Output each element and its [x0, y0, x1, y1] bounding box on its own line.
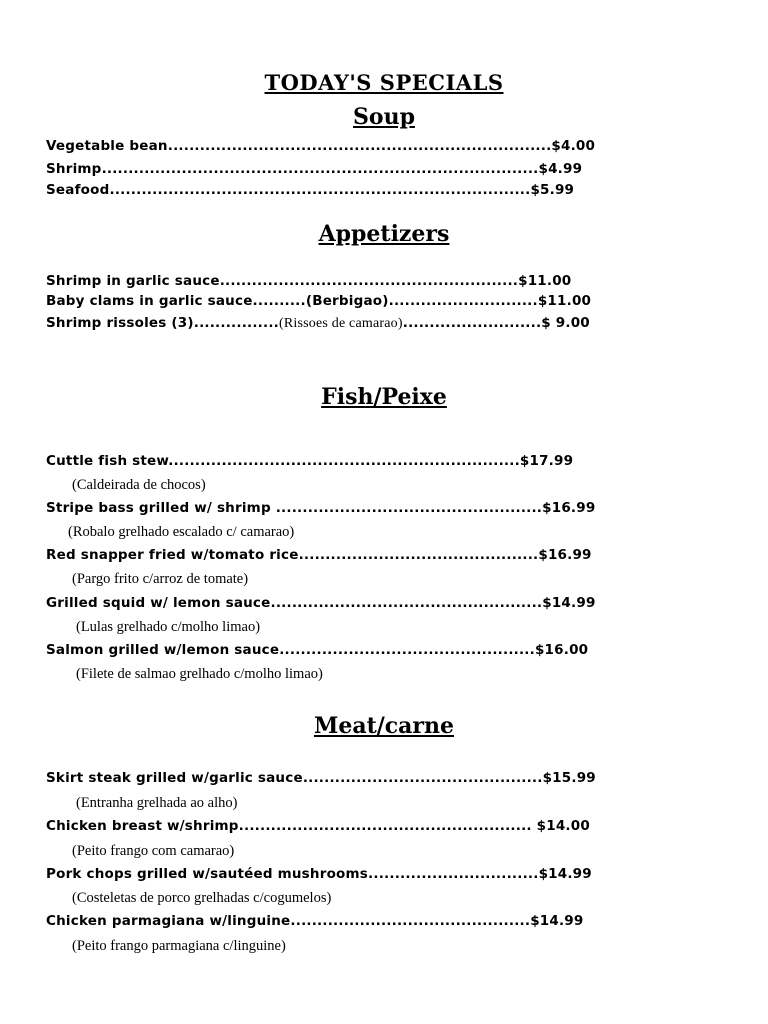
item-note: (Berbigao) — [305, 293, 389, 309]
item-translation: (Costeletas de porco grelhadas c/cogumelos) — [72, 890, 332, 906]
leader-dots: .................................................................. — [168, 453, 520, 469]
menu-item — [46, 272, 571, 290]
page-title: TODAY'S SPECIALS — [264, 70, 504, 95]
menu-item — [46, 452, 573, 470]
item-translation: (Entranha grelhada ao alho) — [76, 795, 238, 811]
item-translation: (Peito frango parmagiana c/linguine) — [72, 938, 286, 954]
item-name: Vegetable bean — [46, 138, 168, 154]
item-translation: (Lulas grelhado c/molho limao) — [76, 619, 261, 635]
item-name: Shrimp in garlic sauce — [46, 273, 220, 289]
leader-dots: ............................................. — [302, 770, 543, 786]
menu-item — [46, 314, 590, 333]
item-price: $11.00 — [537, 293, 592, 309]
menu-item — [46, 292, 591, 310]
item-price: $14.99 — [530, 913, 584, 929]
menu-item — [46, 641, 588, 659]
item-name: Chicken parmagiana w/linguine — [46, 913, 291, 929]
item-price: $14.99 — [538, 866, 592, 882]
item-price: $14.99 — [542, 595, 596, 611]
item-translation: (Caldeirada de chocos) — [72, 477, 206, 493]
menu-item — [46, 160, 582, 178]
menu-item — [46, 594, 596, 612]
section-heading-meat: Meat/carne — [313, 713, 455, 739]
item-translation: (Peito frango com camarao) — [72, 843, 235, 859]
item-price: $16.99 — [542, 500, 596, 516]
leader-dots: ................ — [193, 315, 279, 331]
item-price: $11.00 — [518, 273, 572, 289]
item-note: (Rissoes de camarao) — [279, 316, 403, 331]
leader-dots: ................................................ — [279, 642, 535, 658]
item-price: $17.99 — [519, 453, 574, 469]
item-translation: (Robalo grelhado escalado c/ camarao) — [68, 524, 295, 540]
leader-dots: ................................................... — [270, 595, 543, 611]
leader-dots: .................................................................................. — [101, 161, 539, 177]
section-heading-soup: Soup — [353, 104, 415, 130]
item-price: $16.00 — [534, 642, 589, 658]
item-price: $ 9.00 — [541, 315, 590, 331]
item-price: $16.99 — [538, 547, 592, 563]
leader-dots: ............................................................................... — [109, 182, 531, 198]
item-price: $4.99 — [538, 161, 583, 177]
item-name: Shrimp rissoles (3) — [46, 315, 194, 331]
section-heading-appetizers: Appetizers — [318, 221, 450, 247]
item-name: Skirt steak grilled w/garlic sauce — [46, 770, 303, 786]
leader-dots: ............................................. — [290, 913, 531, 929]
item-translation: (Pargo frito c/arroz de tomate) — [72, 571, 249, 587]
leader-dots: ........................................................................ — [167, 138, 552, 154]
menu-item — [46, 817, 590, 835]
item-name: Chicken breast w/shrimp — [46, 818, 239, 834]
item-price: $4.00 — [551, 138, 596, 154]
menu-item — [46, 912, 583, 930]
item-name: Shrimp — [46, 161, 102, 177]
item-name: Seafood — [46, 182, 110, 198]
item-name: Red snapper fried w/tomato rice — [46, 547, 299, 563]
leader-dots: .......... — [252, 293, 306, 309]
item-name: Pork chops grilled w/sautéed mushrooms — [46, 866, 369, 882]
item-price: $14.00 — [531, 818, 590, 834]
leader-dots: ................................ — [368, 866, 539, 882]
item-name: Cuttle fish stew — [46, 453, 169, 469]
menu-item — [46, 865, 592, 883]
leader-dots: .......................... — [402, 315, 542, 331]
item-name: Salmon grilled w/lemon sauce — [46, 642, 280, 658]
item-translation: (Filete de salmao grelhado c/molho limao) — [76, 666, 323, 682]
leader-dots: .................................................. — [275, 500, 543, 516]
menu-item — [46, 546, 592, 564]
item-price: $15.99 — [542, 770, 596, 786]
section-heading-fish: Fish/Peixe — [321, 384, 447, 410]
item-price: $5.99 — [530, 182, 575, 198]
leader-dots: ....................................................... — [238, 818, 532, 834]
menu-item — [46, 769, 596, 787]
leader-dots: ............................ — [388, 293, 538, 309]
item-name: Grilled squid w/ lemon sauce — [46, 595, 271, 611]
item-name: Stripe bass grilled w/ shrimp — [46, 500, 276, 516]
leader-dots: ............................................. — [298, 547, 539, 563]
item-name: Baby clams in garlic sauce — [46, 293, 253, 309]
menu-item — [46, 137, 595, 155]
menu-item — [46, 181, 574, 199]
leader-dots: ........................................................ — [219, 273, 519, 289]
menu-item — [46, 499, 595, 517]
